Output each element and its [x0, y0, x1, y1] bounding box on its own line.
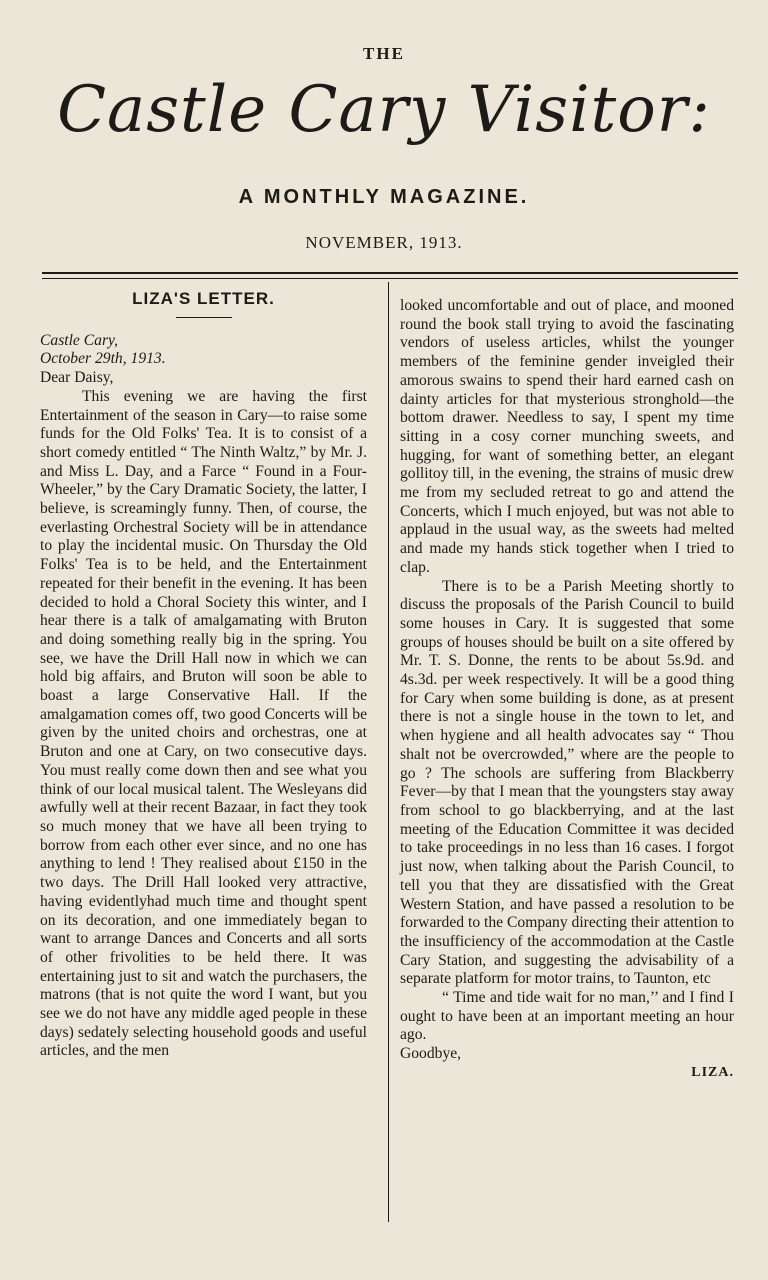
letter-closing: Goodbye,: [400, 1045, 462, 1063]
letter-signature: LIZA.: [691, 1064, 734, 1080]
header-rule-thin: [42, 278, 738, 279]
magazine-title: Castle Cary Visitor:: [57, 73, 711, 147]
letter-date: October 29th, 1913.: [40, 350, 166, 368]
heading-underline: [176, 317, 232, 318]
letter-place: Castle Cary,: [40, 331, 118, 349]
right-column: [400, 297, 734, 1083]
header-rule-thick: [42, 272, 738, 274]
masthead-the: THE: [363, 44, 405, 63]
article-heading: LIZA'S LETTER.: [132, 289, 275, 308]
left-column: [40, 290, 367, 1061]
magazine-subtitle: A MONTHLY MAGAZINE.: [238, 186, 530, 208]
letter-salutation: Dear Daisy,: [40, 369, 114, 387]
column-divider: [388, 282, 389, 1222]
letter-paragraph-3: “ Time and tide wait for no man,’’ and I find I ought to have been at an important meeting an hour ago.: [400, 989, 734, 1044]
letter-paragraph-2: There is to be a Parish Meeting shortly to discuss the proposals of the Parish Council to build some houses in Cary. It is suggested that some groups of houses should be built on a site offered by Mr. T. S. Donne, the rents to be about 5s.9d. and 4s.3d. per week respectively. It will be a good thing for Cary when some building is done, as at present there is not a single house in the town to let, and when hygiene and all health advocates say “ Thou shalt not be overcrowded,” where are the people to go ? The schools are suffering from Blackberry Fever—by that I mean that the youngsters stay away from school to go blackberrying, and at the last meeting of the Education Committee it was decided to take proceedings in no less than 16 cases. I forgot just now, when talking about the Parish Council, to tell you that they are dissatisfied with the Great Western Station, and have passed a resolution to be forwarded to the Company directing their attention to the insufficiency of the accommodation at the Castle Cary Station, and suggesting the advisability of a separate platform for motor trains, to Taunton, etc: [400, 577, 734, 988]
letter-paragraph-1: This evening we are having the first Entertainment of the season in Cary—to raise some funds for the Old Folks' Tea. It is to consist of a short comedy entitled “ The Ninth Waltz,” by Mr. J. and Miss L. Day, and a Farce “ Found in a Four-Wheeler,” by the Cary Dramatic Society, the latter, I believe, is screamingly funny. Then, of course, the everlasting Orchestral Society will be in attendance to play the incidental music. On Thursday the Old Folks' Tea is to be held, and the Entertainment repeated for their benefit in the evening. It has been decided to hold a Choral Society this winter, and I hear there is a talk of amalgamating with Bruton and doing something really big in the spring. You see, we have the Drill Hall now in which we can hold big affairs, and Bruton will soon be able to boast a large Conservative Hall. If the amalgamation comes off, two good Concerts will be given by the united choirs and orchestras, one at Bruton and one at Cary, on two consecutive days. You must really come down then and see what you think of our local musical talent. The Wesleyans did awfully well at their recent Bazaar, in fact they took so much money that we have all been trying to borrow from each other ever since, and no one has anything to lend ! They realised about £150 in the two days. The Drill Hall looked very attractive, having evidentlyhad much time and thought spent on its decoration, and one immediately began to want to arrange Dances and Concerts and all sorts of other frivolities to be held there. It was entertaining just to sit and watch the purchasers, the matrons (that is not quite the word I want, but you see we do not have any middle aged people in these days) sedately selecting household goods and useful articles, and the men: [40, 387, 367, 1060]
issue-date: NOVEMBER, 1913.: [305, 233, 463, 252]
letter-paragraph-1-continued: looked uncomfortable and out of place, and mooned round the book stall trying to avoid the fascinating vendors of useless articles, whilst the younger members of the feminine gender inveigled their amorous swains to spend their hard earned cash on dainty articles for that mysterious stronghold—the bottom drawer. Needless to say, I spent my time sitting in a cosy corner munching sweets, and hugging, for want of something better, an elegant gollitoy till, in the evening, the strains of music drew me from my secluded retreat to go and attend the Concerts, which I much enjoyed, but was not able to applaud in the usual way, as the sweets had melted and made my hands stick together when I tried to clap.: [400, 297, 734, 576]
